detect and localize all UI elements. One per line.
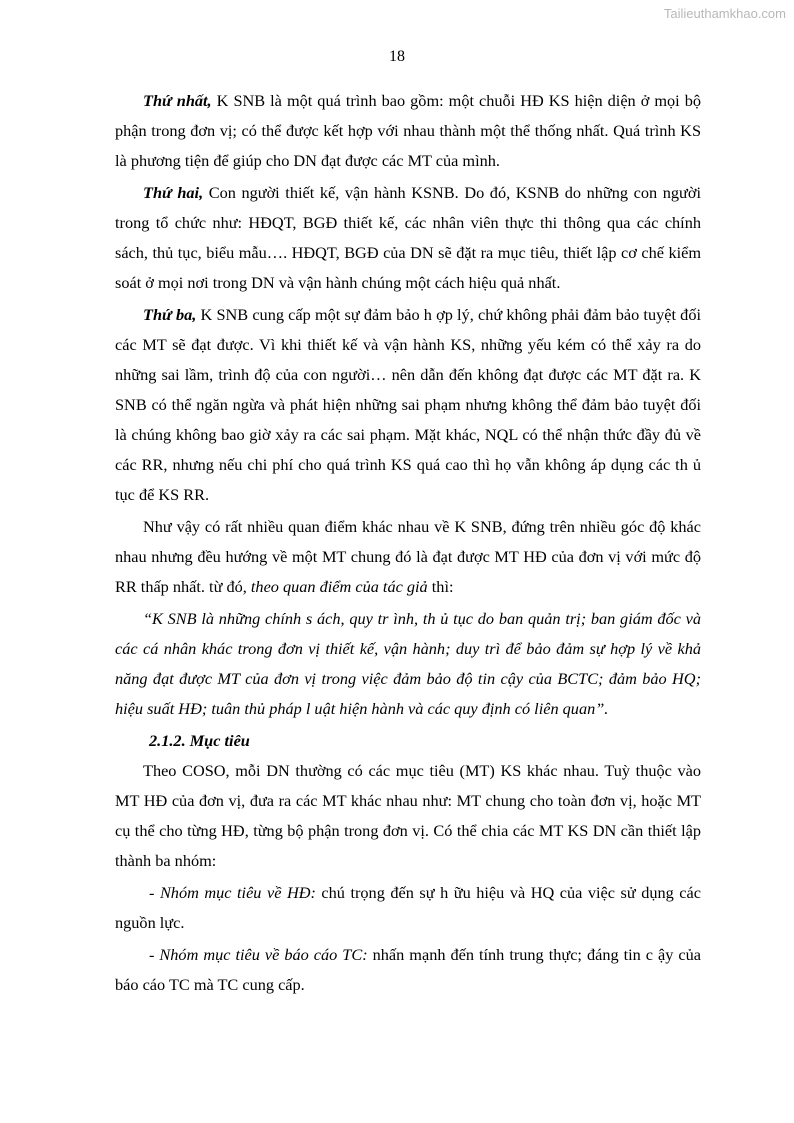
paragraph-summary-text: Như vậy có rất nhiều quan điểm khác nhau về K SNB, đứng trên nhiều góc độ khác nhau nhưng đều hướng về một MT chung đó là đạt được MT HĐ của đơn vị với mức độ RR thấp nhất. từ đó,: [115, 517, 701, 596]
paragraph-summary-italic: theo quan điểm của tác giả: [250, 577, 428, 596]
page-number: 18: [389, 48, 405, 65]
document-body: [115, 86, 701, 1002]
list-item-operations-text: chú trọng đến sự h ữu hiệu và HQ của việc sử dụng các nguồn lực.: [115, 883, 701, 932]
paragraph-summary: [115, 512, 701, 602]
list-item-reporting-lead: - Nhóm mục tiêu về báo cáo TC:: [149, 945, 368, 964]
paragraph-third-text: K SNB cung cấp một sự đảm bảo h ợp lý, chứ không phải đảm bảo tuyệt đối các MT sẽ đạt được. Vì khi thiết kế và vận hành KS, những yếu kém có thể xảy ra do những sai lầm, trình độ của con người… nên dẫn đến không đạt được các MT đặt ra. K SNB có thể ngăn ngừa và phát hiện những sai phạm nhưng không thể đảm bảo tuyệt đối là chúng không bao giờ xảy ra các sai phạm. Mặt khác, NQL có thể nhận thức đầy đủ về các RR, nhưng nếu chi phí cho quá trình KS quá cao thì họ vẫn không áp dụng các th ủ tục để KS RR.: [115, 305, 701, 504]
list-item-reporting: [115, 940, 701, 1000]
paragraph-summary-tail: thì:: [427, 577, 454, 596]
paragraph-second: [115, 178, 701, 298]
watermark-text: Tailieuthamkhao.com: [663, 6, 786, 21]
paragraph-first-text: K SNB là một quá trình bao gồm: một chuỗi HĐ KS hiện diện ở mọi bộ phận trong đơn vị; có thể được kết hợp với nhau thành một thể thống nhất. Quá trình KS là phương tiện để giúp cho DN đạt được các MT của mình.: [115, 91, 702, 170]
paragraph-objectives: Theo COSO, mỗi DN thường có các mục tiêu (MT) KS khác nhau. Tuỳ thuộc vào MT HĐ của đơn vị, đưa ra các MT khác nhau như: MT chung cho toàn đơn vị, hoặc MT cụ thể cho từng HĐ, từng bộ phận trong đơn vị. Có thể chia các MT KS DN cần thiết lập thành ba nhóm:: [115, 761, 701, 870]
list-item-reporting-text: nhấn mạnh đến tính trung thực; đáng tin c ậy của báo cáo TC mà TC cung cấp.: [115, 945, 702, 994]
paragraph-second-text: Con người thiết kế, vận hành KSNB. Do đó, KSNB do những con người trong tổ chức như: HĐQT, BGĐ thiết kế, các nhân viên thực thi thông qua các chính sách, thủ tục, biểu mẫu…. HĐQT, BGĐ của DN sẽ đặt ra mục tiêu, thiết lập cơ chế kiểm soát ở mọi nơi trong DN và vận hành chúng một cách hiệu quả nhất.: [115, 183, 701, 292]
list-item-operations: [115, 878, 701, 938]
list-item-operations-lead: - Nhóm mục tiêu về HĐ:: [149, 883, 316, 902]
paragraph-third: [115, 300, 701, 510]
lead-third: Thứ ba,: [143, 305, 197, 324]
lead-second: Thứ hai,: [143, 183, 204, 202]
section-heading: 2.1.2. Mục tiêu: [149, 731, 250, 750]
definition-quote: “K SNB là những chính s ách, quy tr ình, th ủ tục do ban quản trị; ban giám đốc và các cá nhân khác trong đơn vị thiết kế, vận hành; duy trì để bảo đảm sự hợp lý về khả năng đạt được MT của đơn vị trong việc đảm bảo độ tin cậy của BCTC; đảm bảo HQ; hiệu suất HĐ; tuân thủ pháp l uật hiện hành và các quy định có liên quan”.: [115, 609, 701, 718]
lead-first: Thứ nhất,: [143, 91, 212, 110]
paragraph-first: [115, 86, 701, 176]
